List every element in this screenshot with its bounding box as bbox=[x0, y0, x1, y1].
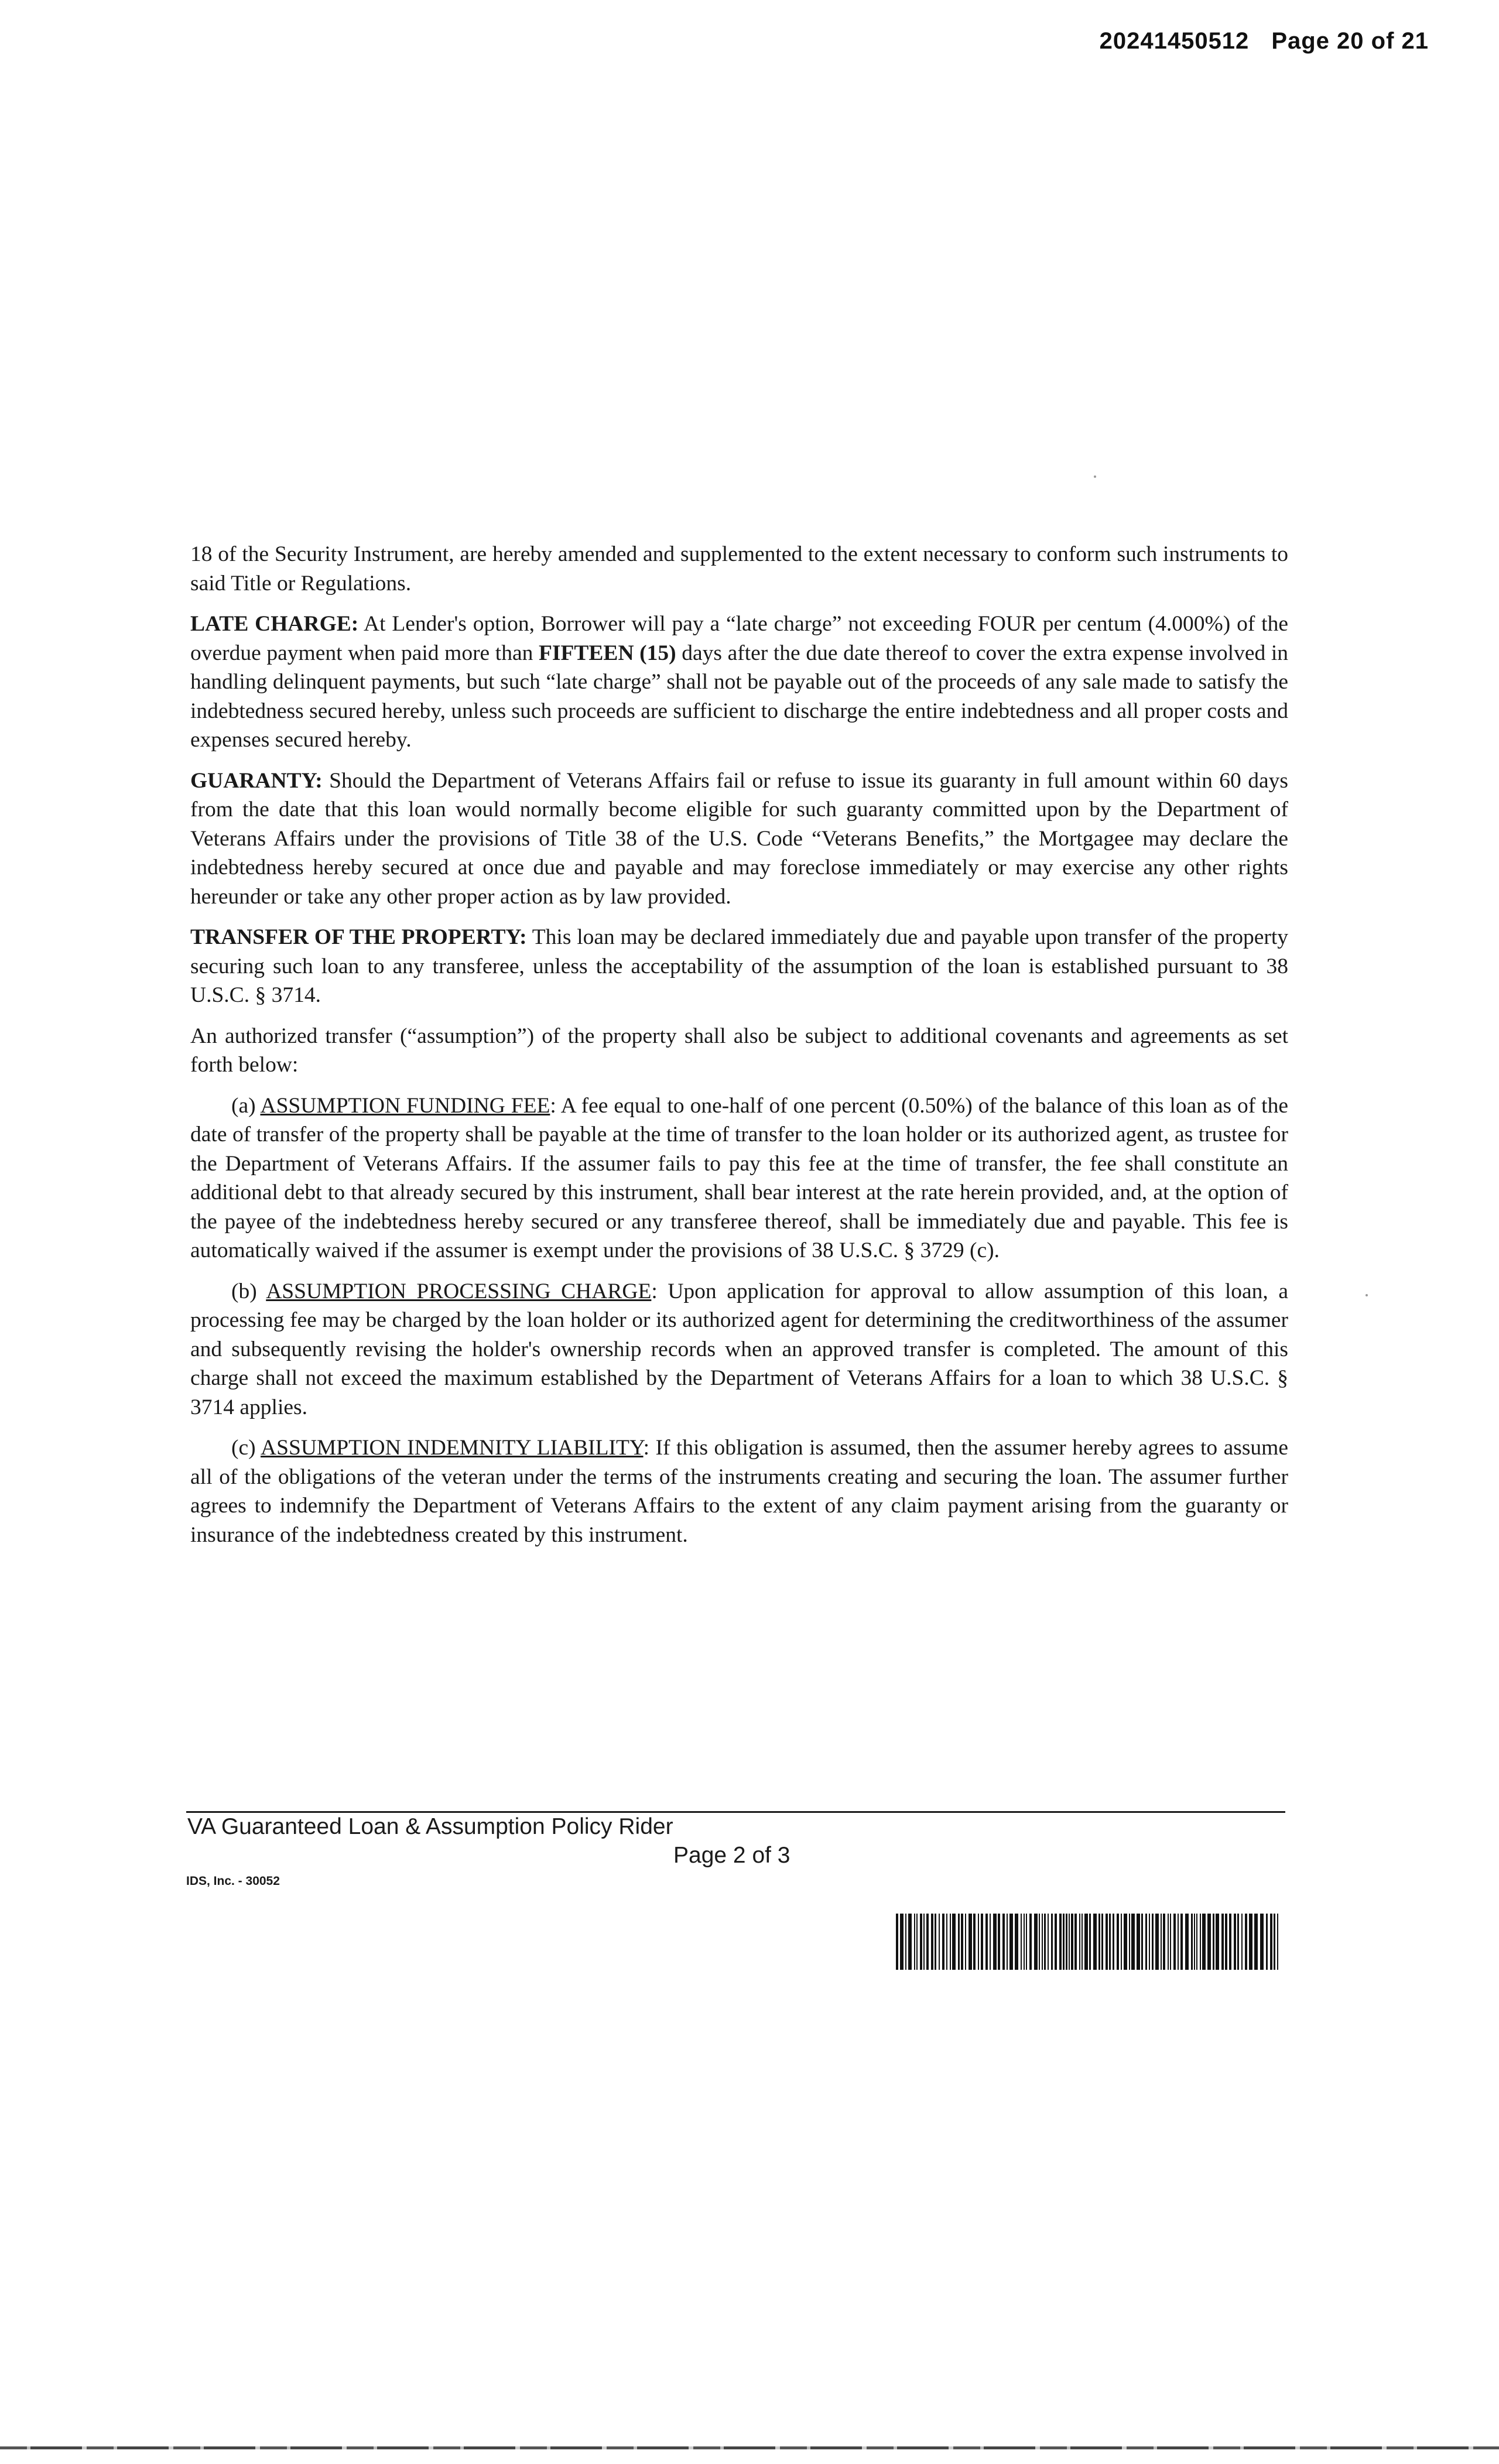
barcode-bar bbox=[1229, 1914, 1231, 1970]
item-c-title: ASSUMPTION INDEMNITY LIABILITY bbox=[261, 1436, 644, 1460]
transfer-text: This loan may be declared immediately due and payable upon transfer of the property securing such loan to any transferee, unless the acceptability of the assumption of the loan is established pursuant to 38 U.S.C. § 3714. bbox=[190, 925, 1288, 1007]
scan-bottom-edge bbox=[0, 2446, 1499, 2449]
document-number: 20241450512 bbox=[1099, 28, 1250, 54]
barcode-bar bbox=[1202, 1914, 1206, 1970]
barcode-bar bbox=[1029, 1914, 1032, 1970]
barcode-bar bbox=[923, 1914, 925, 1970]
intro-paragraph: 18 of the Security Instrument, are hereby amended and supplemented to the extent necessary to conform such instruments to said Title or Regulations. bbox=[190, 542, 1288, 596]
footer-page-number: Page 2 of 3 bbox=[673, 1843, 790, 1868]
barcode-bar bbox=[1163, 1914, 1165, 1970]
item-a-text: : A fee equal to one-half of one percent (0.50%) of the balance of this loan as of the date of transfer of the property shall be payable at the time of transfer to the loan holder or its authorized agent, as trustee for the Department of Veterans Affairs. If the assumer fails to pay this fee at the time of transfer, the fee shall constitute an additional debt to that already secured by this instrument, shall bear interest at the rate herein provided, and, at the option of the payee of the indebtedness hereby secured or any transferee thereof, shall be immediately due and payable. This fee is automatically waived if the assumer is exempt under the provisions of 38 U.S.C. § 3729 (c). bbox=[190, 1093, 1288, 1262]
barcode-bar bbox=[1207, 1914, 1211, 1970]
barcode-bar bbox=[1237, 1914, 1239, 1970]
late-charge-text-2: days after the due date thereof to cover the extra expense involved in handling delinquent payments, but such “late charge” shall not be payable out of the proceeds of any sale made to satisfy the indebtedness secured hereby, unless such proceeds are sufficient to discharge the entire indebtedness and all proper costs and expenses secured hereby. bbox=[190, 641, 1289, 752]
item-a-paragraph bbox=[190, 1091, 1288, 1265]
scan-speck bbox=[1365, 1294, 1368, 1296]
barcode-bar bbox=[920, 1914, 922, 1970]
item-b-paragraph bbox=[190, 1277, 1288, 1422]
barcode-bar bbox=[1034, 1914, 1038, 1970]
item-a-title: ASSUMPTION FUNDING FEE bbox=[260, 1093, 550, 1118]
barcode-bar bbox=[939, 1914, 940, 1970]
barcode-bar bbox=[1002, 1914, 1005, 1970]
barcode-bar bbox=[1173, 1914, 1176, 1970]
barcode-bar bbox=[905, 1914, 906, 1970]
barcode-bar bbox=[961, 1914, 963, 1970]
barcode-bar bbox=[1185, 1914, 1189, 1970]
barcode-bar bbox=[914, 1914, 915, 1970]
barcode-bar bbox=[1079, 1914, 1080, 1970]
barcode-bar bbox=[1145, 1914, 1147, 1970]
barcode-bar bbox=[1137, 1914, 1140, 1970]
barcode-bar bbox=[1084, 1914, 1088, 1970]
barcode-bar bbox=[1082, 1914, 1083, 1970]
barcode-bar bbox=[1009, 1914, 1013, 1970]
barcode-bar bbox=[1245, 1914, 1247, 1970]
barcode-bar bbox=[896, 1914, 898, 1970]
barcode-bar bbox=[900, 1914, 903, 1970]
barcode-bar bbox=[1101, 1914, 1103, 1970]
item-c-prefix: (c) bbox=[231, 1436, 261, 1460]
barcode-bar bbox=[1277, 1914, 1278, 1970]
barcode-bar bbox=[1007, 1914, 1008, 1970]
barcode-bar bbox=[1069, 1914, 1070, 1970]
barcode-bar bbox=[1260, 1914, 1264, 1970]
barcode-bar bbox=[1113, 1914, 1114, 1970]
barcode-bar bbox=[981, 1914, 983, 1970]
barcode-bar bbox=[985, 1914, 988, 1970]
guaranty-heading: GUARANTY: bbox=[190, 768, 323, 793]
barcode-bar bbox=[973, 1914, 976, 1970]
scan-speck bbox=[1094, 475, 1096, 478]
barcode-bar bbox=[1249, 1914, 1252, 1970]
barcode-bar bbox=[1131, 1914, 1135, 1970]
barcode-bar bbox=[1254, 1914, 1258, 1970]
barcode-bar bbox=[1178, 1914, 1179, 1970]
barcode-bar bbox=[1168, 1914, 1169, 1970]
barcode-bar bbox=[1213, 1914, 1214, 1970]
barcode-bar bbox=[1042, 1914, 1043, 1970]
transfer-paragraph bbox=[190, 923, 1288, 1010]
barcode-bar bbox=[950, 1914, 951, 1970]
footer-rule bbox=[186, 1811, 1285, 1813]
barcode-bar bbox=[1194, 1914, 1195, 1970]
barcode-bar bbox=[1024, 1914, 1025, 1970]
barcode-bar bbox=[1015, 1914, 1018, 1970]
barcode-bar bbox=[946, 1914, 947, 1970]
rider-body bbox=[190, 540, 1288, 1561]
barcode-bar bbox=[1089, 1914, 1091, 1970]
barcode-bar bbox=[1026, 1914, 1027, 1970]
barcode-bar bbox=[1180, 1914, 1183, 1970]
assumption-intro: An authorized transfer (“assumption”) of the property shall also be subject to additional covenants and agreements as set forth below: bbox=[190, 1024, 1288, 1077]
barcode-bar bbox=[1266, 1914, 1268, 1970]
footer-form-code: IDS, Inc. - 30052 bbox=[186, 1874, 280, 1888]
item-a-prefix: (a) bbox=[231, 1093, 261, 1118]
barcode-bar bbox=[1141, 1914, 1143, 1970]
barcode-bar bbox=[1039, 1914, 1040, 1970]
barcode-bar bbox=[968, 1914, 972, 1970]
barcode-bar bbox=[978, 1914, 979, 1970]
guaranty-text: Should the Department of Veterans Affairs fail or refuse to issue its guaranty in full amount within 60 days from the date that this loan would normally become eligible for such guaranty committed upon by the Department of Veterans Affairs under the provisions of Title 38 of the U.S. Code “Veterans Benefits,” the Mortgagee may declare the indebtedness hereby secured at once due and payable and may foreclose immediately or may exercise any other rights hereunder or take any other proper action as by law provided. bbox=[190, 768, 1288, 909]
barcode-bar bbox=[1161, 1914, 1162, 1970]
late-charge-paragraph bbox=[190, 610, 1288, 755]
barcode-bar bbox=[1055, 1914, 1057, 1970]
barcode-bar bbox=[1117, 1914, 1119, 1970]
barcode-bar bbox=[1059, 1914, 1062, 1970]
page-counter: Page 20 of 21 bbox=[1271, 28, 1429, 54]
late-charge-days: FIFTEEN (15) bbox=[539, 641, 676, 665]
barcode-bar bbox=[1152, 1914, 1154, 1970]
barcode-bar bbox=[1093, 1914, 1097, 1970]
footer-form-title: VA Guaranteed Loan & Assumption Policy Rider bbox=[187, 1814, 673, 1839]
barcode-bar bbox=[1221, 1914, 1224, 1970]
barcode-bar bbox=[958, 1914, 960, 1970]
barcode-bar bbox=[1044, 1914, 1046, 1970]
barcode-bar bbox=[1191, 1914, 1193, 1970]
barcode-bar bbox=[1074, 1914, 1077, 1970]
barcode-bar bbox=[965, 1914, 966, 1970]
barcode-bar bbox=[1155, 1914, 1159, 1970]
barcode-bar bbox=[1106, 1914, 1108, 1970]
late-charge-heading: LATE CHARGE: bbox=[190, 612, 359, 636]
item-b-title: ASSUMPTION PROCESSING CHARGE bbox=[266, 1279, 652, 1303]
barcode-bar bbox=[1124, 1914, 1127, 1970]
barcode-bar bbox=[931, 1914, 933, 1970]
barcode-bar bbox=[1196, 1914, 1197, 1970]
barcode-bar bbox=[1021, 1914, 1022, 1970]
barcode-bar bbox=[916, 1914, 918, 1970]
barcode-bar bbox=[1048, 1914, 1049, 1970]
barcode-bar bbox=[1170, 1914, 1171, 1970]
barcode-bar bbox=[1149, 1914, 1150, 1970]
barcode-bar bbox=[1216, 1914, 1219, 1970]
barcode-bar bbox=[993, 1914, 997, 1970]
barcode-bar bbox=[1241, 1914, 1243, 1970]
barcode-bar bbox=[1274, 1914, 1275, 1970]
item-b-text: : Upon application for approval to allow assumption of this loan, a processing fee may be charged by the loan holder or its authorized agent for determining the creditworthiness of the assumer and subsequently revising the holder's ownership records when an approved transfer is completed. The amount of this charge shall not exceed the maximum established by the Department of Veterans Affairs for a loan to which 38 U.S.C. § 3714 applies. bbox=[190, 1279, 1288, 1419]
barcode-bar bbox=[908, 1914, 912, 1970]
barcode-bar bbox=[952, 1914, 956, 1970]
barcode-bar bbox=[1066, 1914, 1067, 1970]
barcode-bar bbox=[935, 1914, 936, 1970]
barcode-bar bbox=[926, 1914, 929, 1970]
barcode-bar bbox=[1129, 1914, 1130, 1970]
barcode-bar bbox=[1225, 1914, 1227, 1970]
barcode-bar bbox=[1063, 1914, 1065, 1970]
barcode-bar bbox=[1270, 1914, 1272, 1970]
barcode-bar bbox=[1098, 1914, 1100, 1970]
item-b-prefix: (b) bbox=[231, 1279, 266, 1303]
barcode-bar bbox=[942, 1914, 944, 1970]
recording-stamp bbox=[1100, 28, 1429, 54]
item-c-text: : If this obligation is assumed, then the assumer hereby agrees to assume all of the obligations of the veteran under the terms of the instruments creating and securing the loan. The assumer further agrees to indemnify the Department of Veterans Affairs to the extent of any claim payment arising from the guaranty or insurance of the indebtedness created by this instrument. bbox=[190, 1436, 1288, 1547]
barcode-bar bbox=[1051, 1914, 1053, 1970]
barcode-bar bbox=[998, 1914, 1000, 1970]
barcode-image bbox=[895, 1914, 1281, 1970]
barcode-bar bbox=[1234, 1914, 1236, 1970]
barcode-bar bbox=[1121, 1914, 1122, 1970]
barcode-bar bbox=[990, 1914, 991, 1970]
late-charge-text-1: At Lender's option, Borrower will pay a “late charge” not exceeding FOUR per centum (4.000%) of the overdue payment when paid more than bbox=[190, 612, 1288, 665]
guaranty-paragraph bbox=[190, 766, 1288, 912]
item-c-paragraph bbox=[190, 1433, 1288, 1549]
barcode-bar bbox=[1071, 1914, 1073, 1970]
transfer-heading: TRANSFER OF THE PROPERTY: bbox=[190, 925, 527, 949]
barcode-bar bbox=[1200, 1914, 1201, 1970]
barcode-bar bbox=[1109, 1914, 1111, 1970]
